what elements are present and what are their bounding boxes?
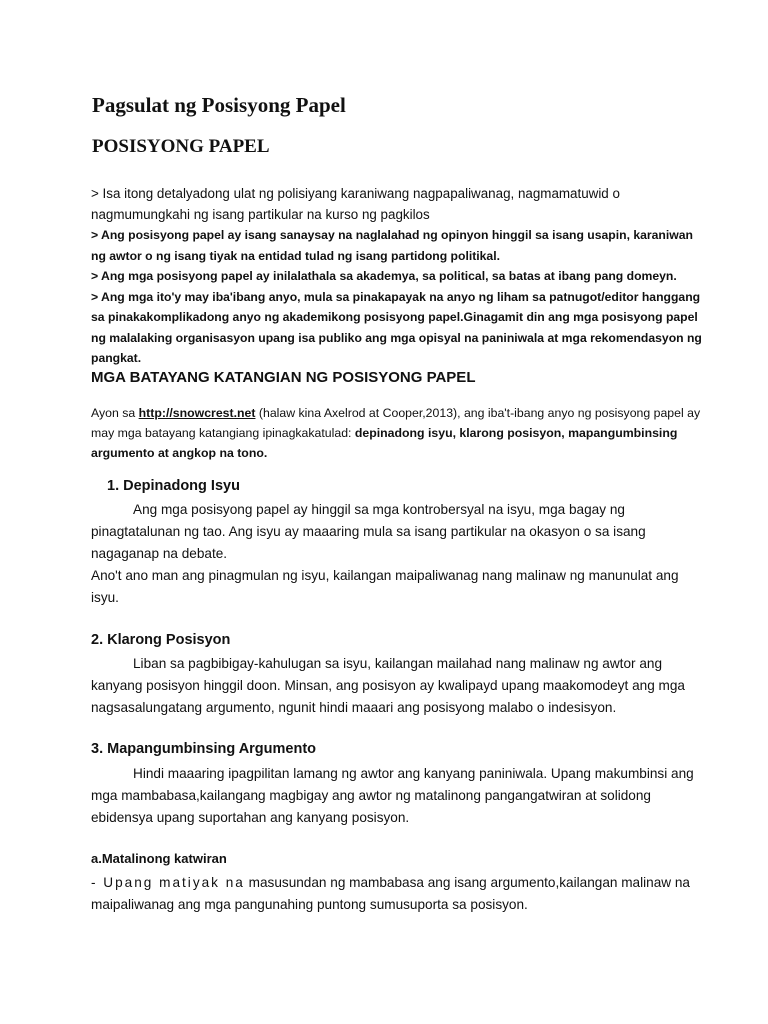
ayon-before: Ayon sa [91, 406, 139, 420]
intro-paragraph-2: > Ang posisyong papel ay isang sanaysay na naglalahad ng opinyon hinggil sa isang usapin, karaniwan ng awtor o ng isang tiyak na entidad tulad ng isang partidong politikal. [91, 228, 693, 263]
intro-paragraph-4: > Ang mga ito'y may iba'ibang anyo, mula sa pinakapayak na anyo ng liham sa patnugot/editor hanggang sa pinakakomplikadong anyo ng akademikong posisyong papel.Ginagamit din ang mga posisyong papel ng malalaking organisasyon upang isa publiko ang mga opisyal na paniniwala at mga rekomendasyon ng pangkat. [91, 289, 702, 365]
section-3-paragraph-1: Hindi maaaring ipagpilitan lamang ng awtor ang kanyang paniniwala. Upang makumbinsi ang mga mambabasa,kailangang magbigay ang awtor ng matalinong pangangatwiran at solidong ebidensya upang suportahan ang kanyang posisyon. [91, 766, 694, 825]
section-2-paragraph-1: Liban sa pagbibigay-kahulugan sa isyu, kailangan mailahad nang malinaw ng awtor ang kanyang posisyon hinggil doon. Minsan, ang posisyon ay kwalipayd upang maakomodeyt ang mga nagsasalungatang argumento, ngunit hindi maaari ang posisyong malabo o indesisyon. [91, 656, 685, 715]
intro-paragraph-3: > Ang mga posisyong papel ay inilalathala sa akademya, sa political, sa batas at ibang pang domeyn. [91, 269, 677, 283]
section-1-paragraph-2: Ano't ano man ang pinagmulan ng isyu, kailangan maipaliwanag nang malinaw ng manunulat ang isyu. [91, 568, 679, 605]
section-3-heading-wrap [91, 741, 708, 757]
subsection-heading: a.Matalinong katwiran [91, 851, 227, 866]
characteristics-heading-wrap [91, 369, 708, 386]
subsection-heading-wrap [91, 851, 708, 866]
ayon-bold-end: depinadong isyu, klarong posisyon, mapangumbinsing argumento at angkop na tono. [91, 426, 678, 460]
intro-block [91, 183, 708, 369]
section-2-body [91, 653, 708, 719]
document-title: Pagsulat ng Posisyong Papel [92, 93, 346, 117]
section-1-body [91, 499, 708, 609]
subsection-body [91, 872, 708, 916]
document-subtitle: POSISYONG PAPEL [92, 136, 270, 157]
section-3-body [91, 763, 708, 829]
section-1-heading-wrap [107, 478, 708, 494]
section-3-heading: 3. Mapangumbinsing Argumento [91, 741, 317, 757]
ayon-paragraph [91, 403, 708, 463]
intro-paragraph-1: > Isa itong detalyadong ulat ng polisiyang karaniwang nagpapaliwanag, nagmamatuwid o nagmumungkahi ng isang partikular na kurso ng pagkilos [91, 186, 620, 222]
subsection-paragraph [91, 872, 708, 916]
section-2-heading-wrap [91, 632, 708, 648]
section-1-paragraph-1: Ang mga posisyong papel ay hinggil sa mga kontrobersyal na isyu, mga bagay ng pinagtatalunan ng tao. Ang isyu ay maaaring mula sa isang partikular na okasyon o sa isang nagaganap na debate. [91, 502, 646, 561]
characteristics-heading: MGA BATAYANG KATANGIAN NG POSISYONG PAPEL [91, 369, 476, 386]
section-1-heading: 1. Depinadong Isyu [107, 478, 240, 494]
subsection-rest: masusundan ng mambabasa ang isang argumento,kailangan malinaw na maipaliwanag ang mga pangunahing puntong sumusuporta sa posisyon. [91, 875, 690, 912]
ayon-after: (halaw kina Axelrod at Cooper,2013), ang iba't-ibang anyo ng posisyong papel ay may mga batayang katangiang ipinagkakatulad: [91, 406, 701, 440]
section-2-heading: 2. Klarong Posisyon [91, 632, 231, 648]
source-link[interactable]: http://snowcrest.net [138, 406, 256, 420]
subsection-lead: - Upang matiyak na [91, 875, 245, 890]
